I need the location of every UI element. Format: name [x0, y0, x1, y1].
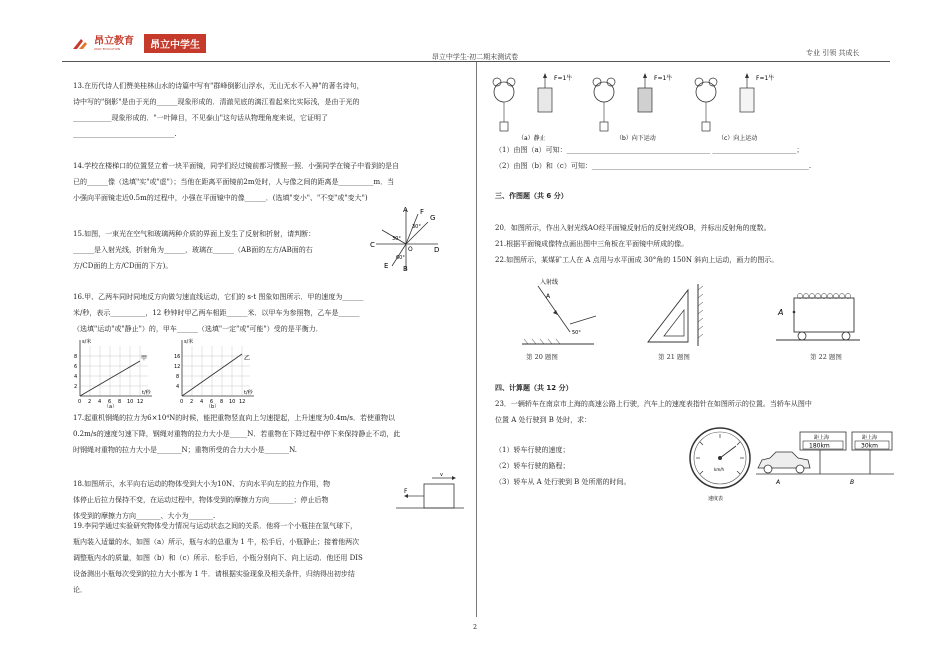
q19-line: 19.李同学通过实验研究物体受力情况与运动状态之间的关系．他将一个小瓶挂在氢气球下，	[73, 522, 358, 530]
q15-line: ______是入射光线，折射角为______，玻璃在______（AB面的左方/AB面的右	[73, 246, 313, 254]
q13-line: 诗中写的"倒影"是由于光的______现象形成的．清澈见底的漓江看起来比实际浅，是由于光的	[73, 98, 360, 106]
q18-line: 体停止后拉力保持不变，在运动过程中，物体受到的摩擦力方向_______；停止后物	[73, 496, 329, 504]
q15-label-f: F	[420, 208, 425, 216]
q16-line: 16.甲、乙两车同时同地反方向做匀速直线运动，它们的 s-t 图象如图所示．甲的速度为______	[73, 293, 364, 301]
question-13	[73, 78, 459, 142]
graph-a-ytick: 8	[74, 354, 78, 360]
graph-b-xlabel: t/秒	[244, 390, 253, 396]
point-b-label: B	[850, 479, 855, 486]
q19-line: 论．	[73, 586, 87, 594]
q15-label-e: E	[384, 262, 389, 270]
question-15	[73, 226, 373, 274]
graph-a-xtick: 2	[88, 399, 92, 405]
fig21-caption: 第 21 题图	[658, 353, 690, 361]
q13-line: ___________现象形成的．"一叶障目，不见泰山"这句话从物理角度来说，它证明了	[73, 114, 328, 122]
q17-line: 时钢绳对重物的拉力大小是_______N；重物所受的合力大小是_______N.	[73, 446, 298, 454]
graph-a-xtick: 4	[98, 399, 102, 405]
q19-a-force: F=1牛	[554, 75, 573, 82]
q19-fig-c	[692, 68, 792, 144]
question-17	[73, 410, 459, 458]
q15-label-a: A	[403, 206, 408, 214]
q18-force-label: F	[404, 488, 408, 495]
q23-subquestions	[495, 442, 695, 490]
brand-badge: 昂立中学生	[144, 34, 206, 53]
logo-mark-icon	[72, 37, 90, 51]
logo	[72, 34, 206, 53]
q17-line: 0.2m/s的速度匀速下降，钢绳对重物的拉力大小是_____N．若重物在下降过程中停下来保持静止不动，此	[73, 430, 401, 438]
q14-line: 14.学校在楼梯口的位置竖立着一块平面镜，同学们经过镜前都习惯照一照．小强同学在镜子中看到的是自	[73, 162, 400, 170]
speedometer-unit: km/h	[714, 467, 725, 472]
graph-a-ytick: 2	[74, 384, 78, 390]
q15-label-d: D	[434, 246, 440, 254]
q13-line: _____________________________.	[73, 130, 177, 138]
section-4-heading: 四、计算题（共 12 分）	[495, 384, 573, 392]
q15-label-b: B	[403, 265, 408, 272]
point-a-label: A	[776, 479, 781, 486]
speedometer	[686, 424, 754, 504]
section-3-title	[495, 188, 895, 204]
q23-sub-line: （3）轿车从 A 处行驶到 B 处所需的时间。	[495, 478, 631, 486]
exam-title: 昂立中学生·初二期末测试卷	[431, 53, 519, 61]
graph-a-caption: （a）	[104, 404, 118, 408]
fig20-caption: 第 20 题图	[526, 353, 558, 361]
logo-subtext: ONLY EDUCATION	[94, 46, 121, 51]
q19-sub-line: （1）由图（a）可知：_________________________________________ ________________________；	[495, 146, 804, 154]
q15-label-c: C	[370, 241, 375, 249]
question-14	[73, 158, 459, 206]
graph-b-ytick: 8	[176, 374, 180, 380]
speedometer-caption: 速度表	[708, 496, 724, 502]
q22-text: 22.如图所示，某煤矿工人在 A 点用与水平面成 30°角的 150N 斜向上运动，画力的图示。	[495, 256, 779, 264]
q15-figure	[370, 204, 442, 272]
q23-line: 位置 A 处行驶到 B 处时，求：	[495, 416, 592, 424]
graph-a-xtick: 8	[118, 399, 122, 405]
q16-line: 米/秒，表示__________，12 秒钟时甲乙两车相距______米．以甲车为参照物，乙车是______	[73, 309, 360, 317]
graph-a-xtick: 12	[137, 399, 144, 405]
q19-sub-line: （2）由图（b）和（c）可知：______________________________________________________________.	[495, 162, 812, 170]
q15-angle-1: 30°	[412, 224, 421, 230]
q15-angle-3: 60°	[396, 255, 405, 261]
column-divider	[476, 62, 477, 617]
graph-b-series-label: 乙	[244, 355, 251, 362]
q13-line: 13.在历代诗人们赞美桂林山水的诗篇中写有"群峰倒影山浮水，无山无水不入神"的著名诗句，	[73, 82, 364, 90]
sign-a-top: 距上海	[814, 435, 830, 441]
graph-a-ylabel: s/米	[82, 339, 92, 345]
q18-line: 18.如图所示，水平向右运动的物体受到大小为10N、方向水平向左的拉力作用，物	[73, 480, 331, 488]
graph-b-ytick: 12	[174, 364, 181, 370]
graph-a-xtick: 6	[108, 399, 112, 405]
graph-a-series-label: 甲	[141, 355, 148, 362]
graph-b-ylabel: s/米	[184, 339, 194, 345]
sign-b-value: 30km	[861, 442, 878, 450]
fig20-a-label: A	[546, 293, 551, 300]
question-19	[73, 518, 459, 598]
fig-21	[644, 282, 708, 348]
q15-line: 15.如图，一束光在空气和玻璃两种介质的界面上发生了反射和折射，请判断：	[73, 230, 316, 238]
graph-a-ytick: 4	[74, 374, 78, 380]
q15-line: 方/CD面的上方/CD面的下方)。	[73, 262, 173, 270]
graph-a-ytick: 6	[74, 364, 78, 370]
q19-a-caption: （a）静止	[518, 135, 546, 142]
q23-sub-line: （2）轿车行驶的路程；	[495, 462, 570, 470]
q18-figure	[396, 472, 466, 512]
q19-b-caption: （b）向下运动	[616, 135, 656, 142]
q19-subquestions	[495, 142, 895, 174]
q16-graph-a	[66, 336, 156, 408]
q15-angle-2: 30°	[392, 236, 401, 242]
graph-b-xtick: 6	[210, 399, 214, 405]
q19-fig-a	[490, 68, 590, 144]
graph-b-xtick: 8	[220, 399, 224, 405]
section-4-title	[495, 380, 895, 396]
q15-label-o: O	[408, 246, 413, 253]
q19-c-force: F=1牛	[756, 75, 775, 82]
q19-fig-b	[590, 68, 690, 144]
page-number: 2	[473, 624, 477, 631]
fig22-caption: 第 22 题图	[810, 353, 842, 361]
graph-b-xtick: 2	[190, 399, 194, 405]
fig20-angle-label: 50°	[572, 330, 581, 336]
fig22-a-label: A	[778, 308, 784, 317]
section-3-heading: 三、作图题（共 6 分）	[495, 192, 568, 200]
question-16	[73, 289, 459, 337]
q16-line: （选填"运动"或"静止"）的，甲车______（选填"一定"或"可能"）受的是平衡力．	[73, 325, 323, 333]
q17-line: 17.起重机钢绳的拉力为6×10⁴N的时候，能把重物竖直向上匀速提起，上升速度为0.4m/s．若使重物以	[73, 414, 396, 422]
slogan: 专业 引领 共成长	[806, 49, 860, 57]
graph-b-xtick: 4	[200, 399, 204, 405]
q19-c-caption: （c）向上运动	[718, 135, 758, 142]
graph-a-xtick: 10	[127, 399, 134, 405]
q19-line: 设备测出小瓶每次受到的拉力大小都为 1 牛．请根据实验现象及相关条件，归纳得出初步结	[73, 570, 355, 578]
road-scene	[756, 428, 896, 488]
q23-sub-line: （1）轿车行驶的速度；	[495, 446, 570, 454]
q20-text: 20．如图所示，作出入射光线AO经平面镜反射后的反射光线OB，并标出反射角的度数。	[495, 224, 771, 232]
q18-velocity-label: v	[440, 472, 443, 478]
q14-line: 小强向平面镜走近0.5m的过程中，小强在平面镜中的像______．(选填"变小"、"不变"或"变大")	[73, 194, 368, 202]
q19-line: 瓶内装入适量的水，如图（a）所示，瓶与水的总重为 1 牛，松手后，小瓶静止；接着他两次	[73, 538, 360, 546]
q19-line: 调整瓶内水的质量，如图（b）和（c）所示．松手后，小瓶分别向下、向上运动．他还用 DIS	[73, 554, 363, 562]
logo-text: 昂立教育	[94, 35, 134, 47]
fig-22	[772, 284, 862, 344]
graph-a-xlabel: t/秒	[142, 390, 151, 396]
q14-line: 已的______像（选填"实"或"虚"）；当他在距离平面镜前2m处时，人与像之间的距离是__________m．当	[73, 178, 395, 186]
q23-line: 23．一辆轿车在南京市上海的高速公路上行驶，汽车上的速度表指针在如图所示的位置。当轿车从图中	[495, 400, 812, 408]
fig-20	[518, 276, 598, 348]
section-3-questions	[495, 220, 895, 268]
q19-b-force: F=1牛	[654, 75, 673, 82]
q16-graph-b	[168, 336, 258, 408]
q18-line: 体受到的摩擦力方向_______、大小为_______.	[73, 512, 216, 520]
graph-b-ytick: 4	[176, 384, 180, 390]
graph-a-xtick: 0	[78, 399, 82, 405]
sign-a-value: 180km	[809, 442, 830, 450]
q15-label-g: G	[430, 214, 436, 222]
sign-b-top: 距上海	[862, 435, 878, 441]
question-18	[73, 476, 383, 524]
fig20-incident-label: 入射线	[540, 279, 559, 286]
graph-b-xtick: 0	[180, 399, 184, 405]
graph-b-xtick: 12	[239, 399, 246, 405]
graph-b-xtick: 10	[229, 399, 236, 405]
q21-text: 21.根据平面镜成像特点画出图中三角板在平面镜中所成的像。	[495, 240, 689, 248]
graph-b-ytick: 16	[174, 354, 181, 360]
graph-b-caption: （b）	[206, 404, 220, 408]
